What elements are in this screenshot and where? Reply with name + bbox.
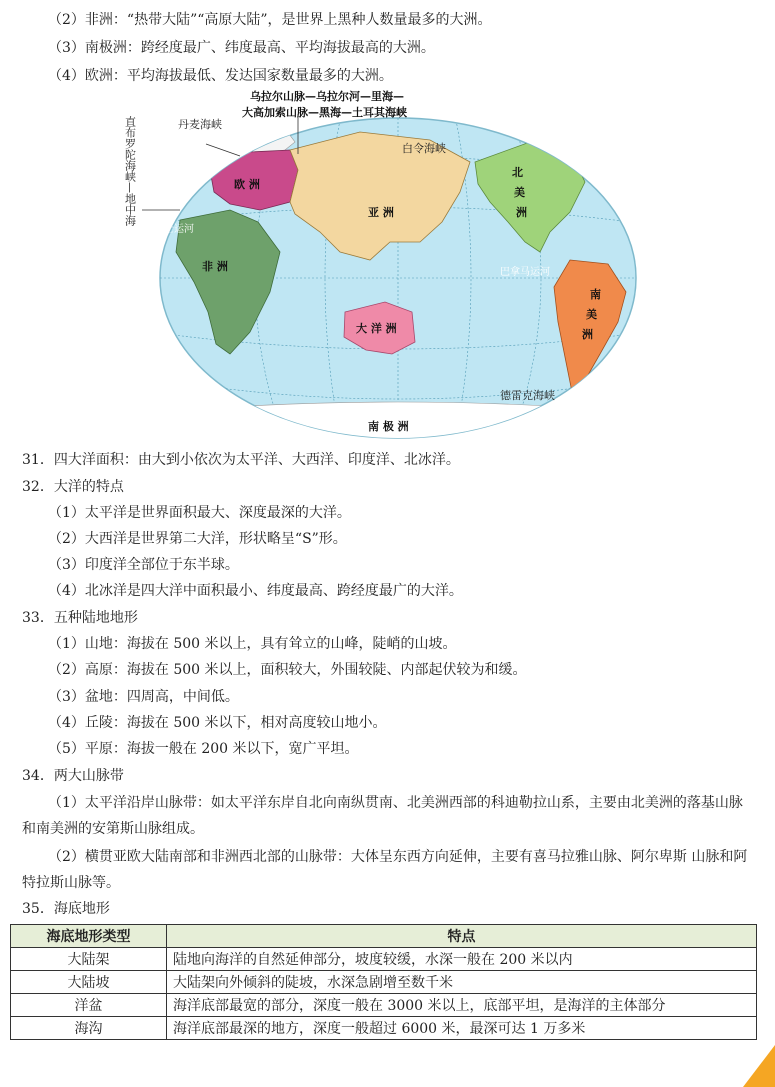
section-33-title: 33．五种陆地地形 (22, 610, 138, 626)
section-33-item: （3）盆地：四周高，中间低。 (48, 689, 239, 705)
intro-antarctica: （3）南极洲：跨经度最广、纬度最高、平均海拔最高的大洲。 (48, 40, 435, 56)
label-north-america-2: 美 (514, 186, 525, 199)
table-cell-feature: 海洋底部最宽的部分，深度一般在 3000 米以上，底部平坦，是海洋的主体部分 (167, 994, 757, 1017)
section-34-paragraph-2 (22, 844, 752, 896)
label-antarctica: 南 极 洲 (368, 420, 409, 433)
table-cell-feature: 陆地向海洋的自然延伸部分，坡度较缓，水深一般在 200 米以内 (167, 948, 757, 971)
section-33-item: （5）平原：海拔一般在 200 米以下，宽广平坦。 (48, 741, 359, 757)
label-south-america-3: 洲 (582, 328, 593, 341)
table-cell-type: 大陆架 (11, 948, 167, 971)
table-row (11, 994, 757, 1017)
table-header-feature: 特点 (167, 925, 757, 948)
table-header-type: 海底地形类型 (11, 925, 167, 948)
svg-text:直布罗陀海峡—地中海: 直布罗陀海峡—地中海 (123, 116, 137, 226)
label-suez-canal: 苏伊士运河 (144, 224, 194, 235)
section-32-item: （4）北冰洋是四大洋中面积最小、纬度最高、跨经度最广的大洋。 (48, 583, 463, 599)
section-32-item: （3）印度洋全部位于东半球。 (48, 557, 239, 573)
section-33-item: （2）高原：海拔在 500 米以上，面积较大，外围较陡、内部起伏较为和缓。 (48, 662, 527, 678)
section-34-p2-text: （2）横贯亚欧大陆南部和非洲西北部的山脉带：大体呈东西方向延伸，主要有喜马拉雅山脉、阿尔卑斯 山脉和阿特拉斯山脉等。 (22, 849, 748, 891)
intro-europe: （4）欧洲：平均海拔最低、发达国家数量最多的大洲。 (48, 68, 393, 84)
section-32-item: （2）大西洋是世界第二大洋，形状略呈“S”形。 (48, 531, 347, 547)
section-32-title: 32．大洋的特点 (22, 479, 124, 495)
section-33-item: （4）丘陵：海拔在 500 米以下，相对高度较山地小。 (48, 715, 387, 731)
section-35-title: 35．海底地形 (22, 901, 110, 917)
table-cell-feature: 海洋底部最深的地方，深度一般超过 6000 米，最深可达 1 万多米 (167, 1017, 757, 1040)
table-row (11, 1017, 757, 1040)
section-34-paragraph-1 (22, 790, 752, 842)
table-row (11, 948, 757, 971)
label-ural-2: 大高加索山脉—黑海—土耳其海峡 (242, 106, 407, 119)
table-header-row (11, 925, 757, 948)
label-drake-passage: 德雷克海峡 (500, 389, 555, 402)
label-asia: 亚 洲 (368, 206, 394, 219)
table-cell-feature: 大陆架向外倾斜的陡坡，水深急剧增至数千米 (167, 971, 757, 994)
table-cell-type: 洋盆 (11, 994, 167, 1017)
label-north-america-3: 洲 (516, 206, 527, 219)
label-south-america-2: 美 (586, 308, 597, 321)
label-danish-strait: 丹麦海峡 (178, 118, 222, 131)
label-south-america-1: 南 (590, 288, 601, 301)
world-map (123, 90, 650, 440)
seabed-table (10, 924, 757, 1040)
section-34-p1-text: （1）太平洋沿岸山脉带：如太平洋东岸自北向南纵贯南、北美洲西部的科迪勒拉山系，主要由北美洲的落基山脉和南美洲的安第斯山脉组成。 (22, 795, 743, 837)
intro-africa: （2）非洲：“热带大陆”“高原大陆”，是世界上黑种人数量最多的大洲。 (48, 12, 492, 28)
label-gibraltar (124, 115, 137, 226)
label-ural-1: 乌拉尔山脉—乌拉尔河—里海— (250, 90, 404, 103)
label-bering-strait: 白令海峡 (402, 142, 446, 155)
section-32-item: （1）太平洋是世界面积最大、深度最深的大洋。 (48, 505, 351, 521)
label-oceania: 大 洋 洲 (356, 322, 397, 335)
section-34-title: 34．两大山脉带 (22, 768, 124, 784)
table-cell-type: 海沟 (11, 1017, 167, 1040)
section-33-item: （1）山地：海拔在 500 米以上，具有耸立的山峰，陡峭的山坡。 (48, 636, 457, 652)
label-africa: 非 洲 (202, 260, 228, 273)
section-31: 31．四大洋面积：由大到小依次为太平洋、大西洋、印度洋、北冰洋。 (22, 452, 460, 468)
label-panama-canal: 巴拿马运河 (500, 267, 550, 278)
page-corner-decoration (743, 1045, 775, 1087)
label-north-america-1: 北 (512, 166, 523, 179)
label-europe: 欧 洲 (234, 178, 260, 191)
table-row (11, 971, 757, 994)
table-cell-type: 大陆坡 (11, 971, 167, 994)
